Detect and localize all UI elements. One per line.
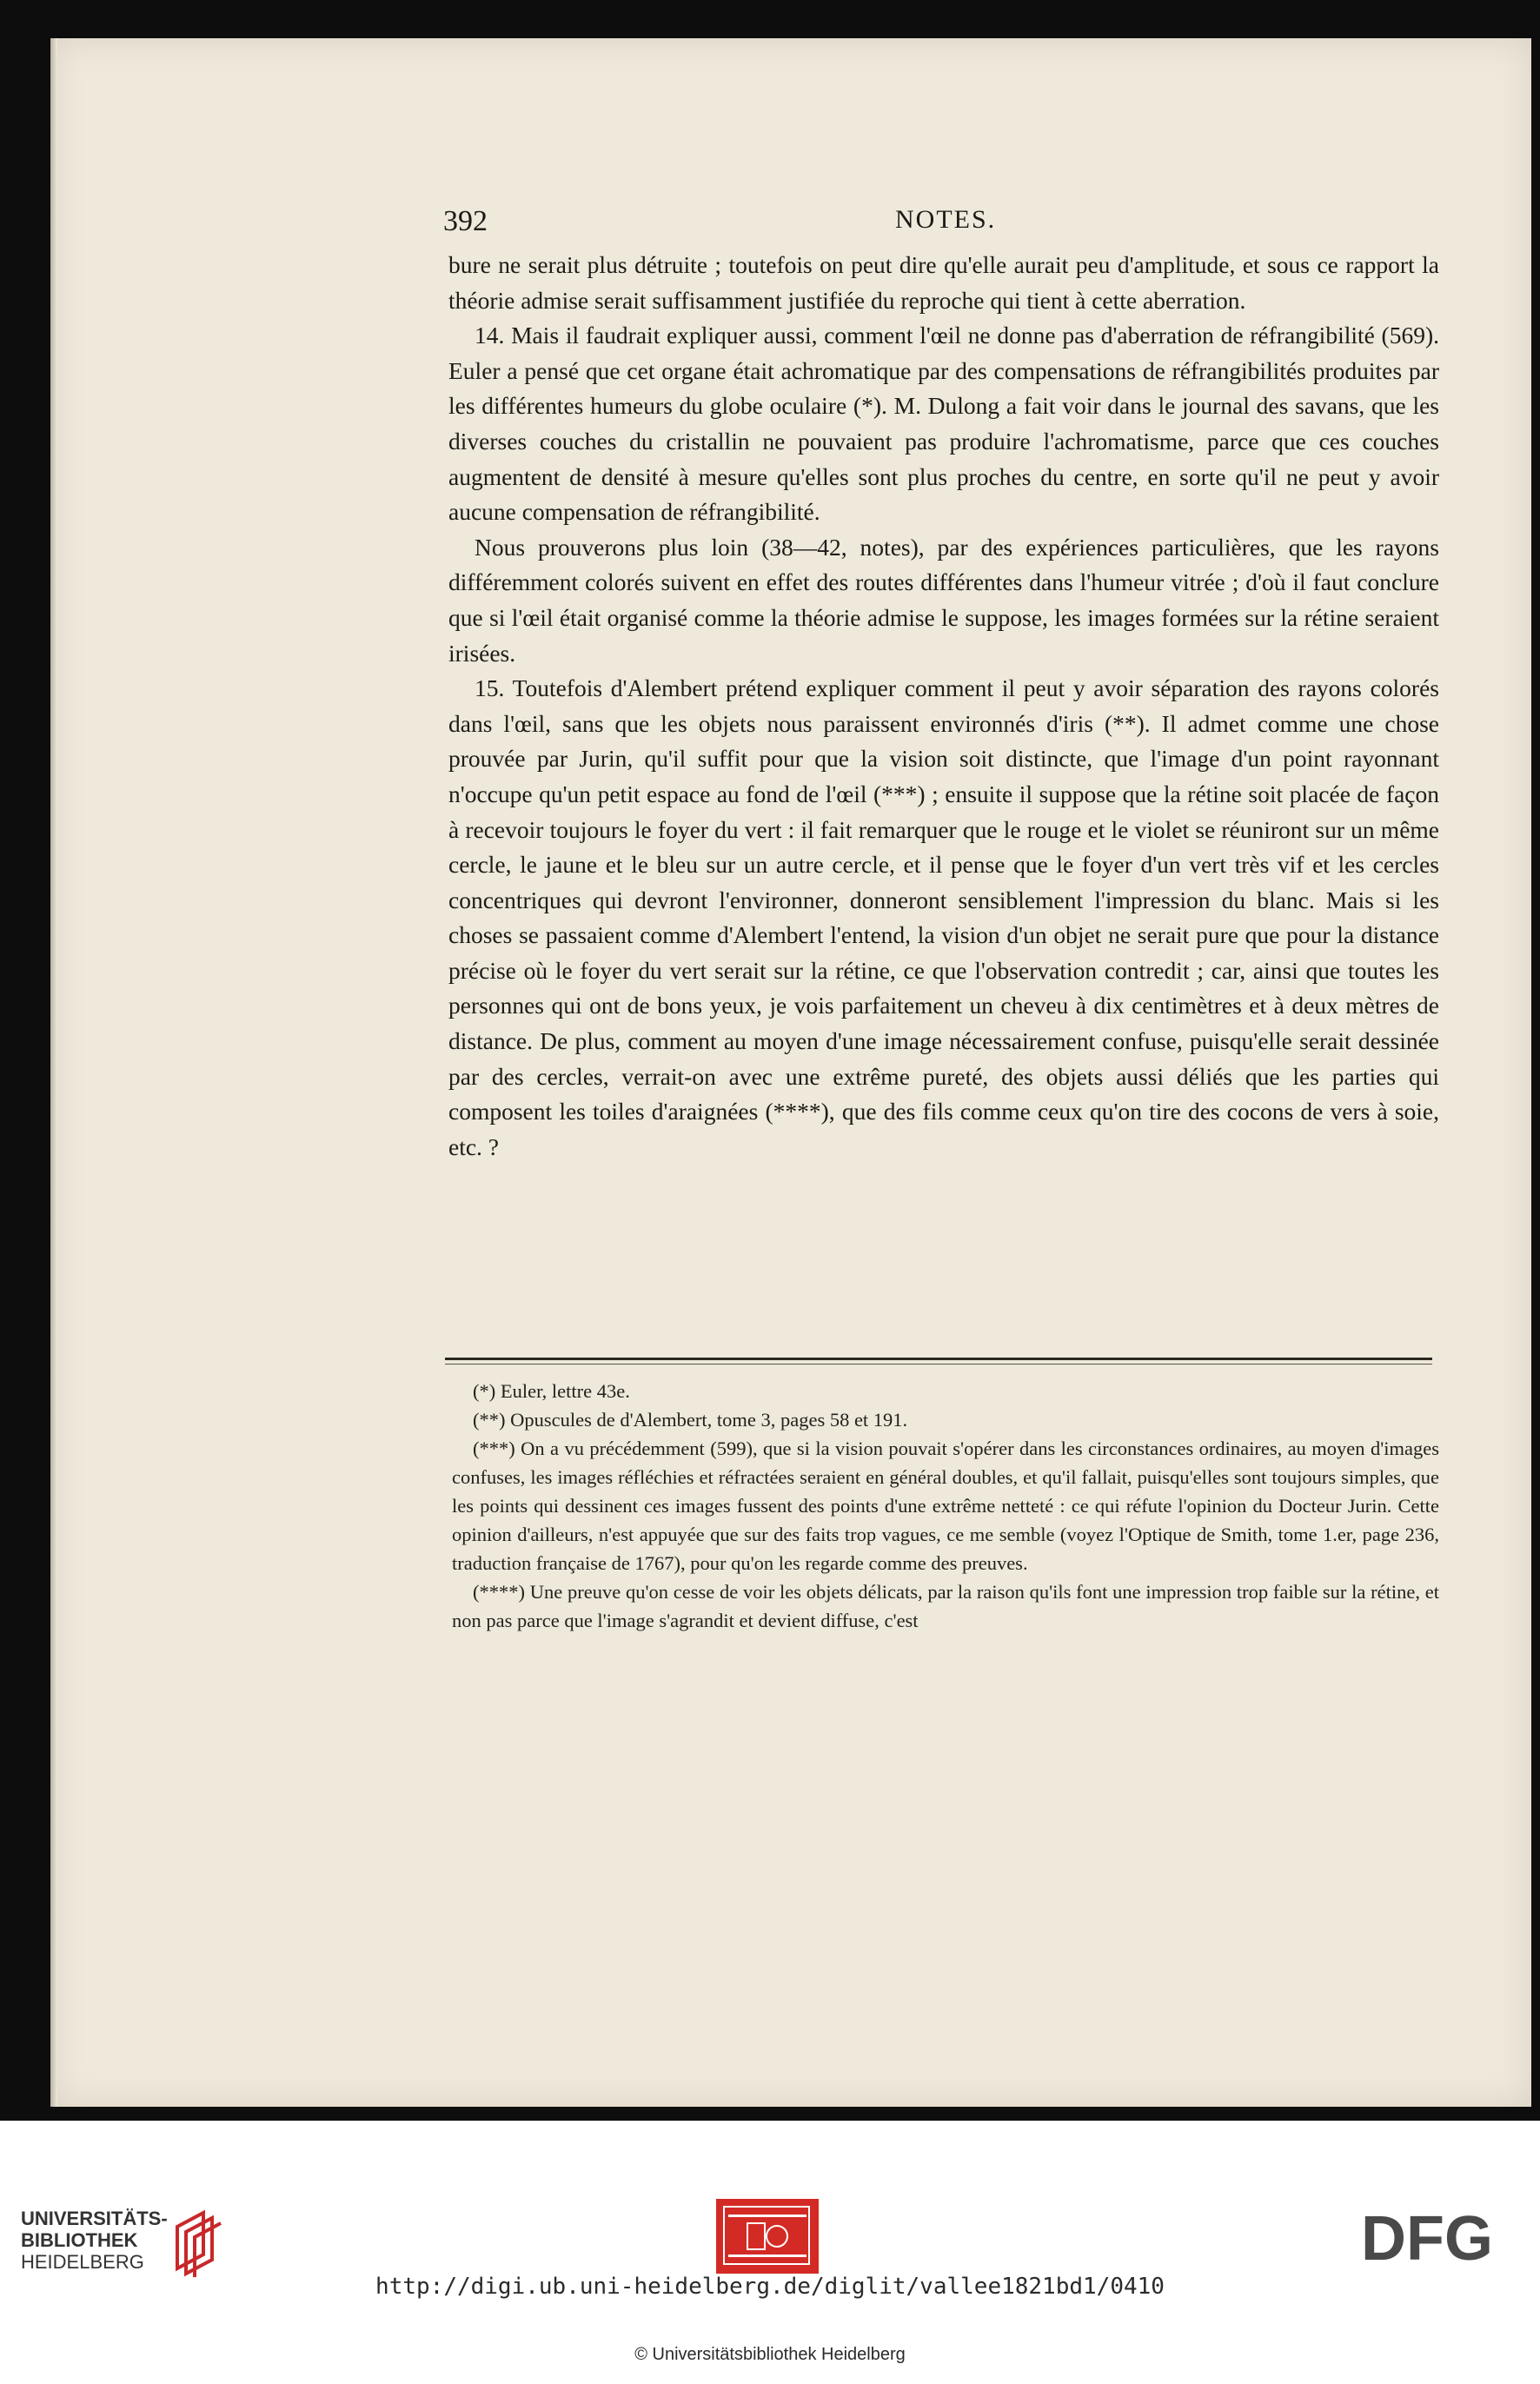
- footnote-rule-thin: [445, 1364, 1432, 1365]
- library-logo[interactable]: [21, 2208, 221, 2277]
- footnote-4: (****) Une preuve qu'on cesse de voir les objets délicats, par la raison qu'ils font une impression trop faible sur la rétine, et non pas parce que l'image s'agrandit et devient diffuse, c'est: [452, 1581, 1439, 1631]
- footnote-2: (**) Opuscules de d'Alembert, tome 3, pages 58 et 191.: [473, 1409, 908, 1431]
- viewer-footer: [0, 2121, 1540, 2384]
- library-name-line3: HEIDELBERG: [21, 2251, 144, 2273]
- dfg-logo-icon[interactable]: [1361, 2208, 1517, 2268]
- library-mark-icon: [169, 2208, 229, 2277]
- body-text: [448, 248, 1439, 1165]
- footnotes: [452, 1377, 1439, 1635]
- page-header: [443, 205, 1443, 249]
- paragraph-2: 14. Mais il faudrait expliquer aussi, comment l'œil ne donne pas d'aberration de réfrangibilité (569). Euler a pensé que cet organe était achromatique par des compensations de réfrangibilités produites par les différentes humeurs du globe oculaire (*). M. Dulong a fait voir dans le journal des savans, que les diverses couches du cristallin ne pouvaient pas produire l'achromatisme, parce que ces couches augmentent de densité à mesure qu'elles sont plus proches du centre, en sorte qu'il ne peut y avoir aucune compensation de réfrangibilité.: [448, 322, 1439, 526]
- permalink-url[interactable]: http://digi.ub.uni-heidelberg.de/diglit/vallee1821bd1/0410: [375, 2274, 1165, 2300]
- copyright-notice: © Universitätsbibliothek Heidelberg: [634, 2345, 906, 2364]
- episteme-emblem-icon: [746, 2221, 789, 2251]
- library-name-line2: BIBLIOTHEK: [21, 2229, 138, 2251]
- paragraph-1: bure ne serait plus détruite ; toutefois on peut dire qu'elle aurait peu d'amplitude, et sous ce rapport la théorie admise serait suffisamment justifiée du reproche qui tient à cette aberration.: [448, 251, 1439, 314]
- episteme-logo[interactable]: [716, 2199, 819, 2274]
- footnote-1: (*) Euler, lettre 43e.: [473, 1380, 630, 1402]
- footnote-rule: [445, 1358, 1432, 1360]
- page-number: 392: [443, 205, 488, 237]
- paragraph-3: Nous prouverons plus loin (38—42, notes), par des expériences particulières, que les rayons différemment colorés suivent en effet des routes différentes dans l'humeur vitrée ; d'où il faut conclure que si l'œil était organisé comme la théorie admise le suppose, les images formées sur la rétine seraient irisées.: [448, 533, 1439, 667]
- running-title: NOTES.: [895, 205, 997, 234]
- library-name-line1: UNIVERSITÄTS-: [21, 2208, 168, 2229]
- paragraph-4: 15. Toutefois d'Alembert prétend expliquer comment il peut y avoir séparation des rayons colorés dans l'œil, sans que les objets nous paraissent environnés d'iris (**). Il admet comme une chose prouvée par Jurin, qu'il suffit pour que la vision soit distincte, que l'image d'un point rayonnant n'occupe qu'un petit espace au fond de l'œil (***) ; ensuite il suppose que la rétine soit placée de façon à recevoir toujours le foyer du vert : il fait remarquer que le rouge et le violet se réuniront sur un même cercle, le jaune et le bleu sur un autre cercle, et il pense que le foyer d'un vert très vif et les cercles concentriques qui devront l'environner, donneront sensiblement l'impression du blanc. Mais si les choses se passaient comme d'Alembert l'entend, la vision d'un objet ne serait pure que pour la distance précise où le foyer du vert serait sur la rétine, ce que l'observation contredit ; car, ainsi que toutes les personnes qui ont de bons yeux, je vois parfaitement un cheveu à dix centimètres et à deux mètres de distance. De plus, comment au moyen d'une image nécessairement confuse, puisqu'elle serait dessinée par des cercles, verrait-on avec une extrême pureté, des objets aussi déliés que les parties qui composent les toiles d'araignées (****), que des fils comme ceux qu'on tire des cocons de vers à soie, etc. ?: [448, 674, 1439, 1160]
- footnote-3: (***) On a vu précédemment (599), que si la vision pouvait s'opérer dans les circonstances ordinaires, au moyen d'images confuses, les images réfléchies et réfractées seraient en général doubles, et qu'il fallait, puisqu'elles sont toujours simples, que les points qui dessinent ces images fussent des points d'une extrême netteté : ce qui réfute l'opinion du Docteur Jurin. Cette opinion d'ailleurs, n'est appuyée que sur des faits trop vagues, ce me semble (voyez l'Optique de Smith, tome 1.er, page 236, traduction française de 1767), pour qu'on les regarde comme des preuves.: [452, 1438, 1439, 1574]
- svg-text:DFG: DFG: [1361, 2208, 1493, 2268]
